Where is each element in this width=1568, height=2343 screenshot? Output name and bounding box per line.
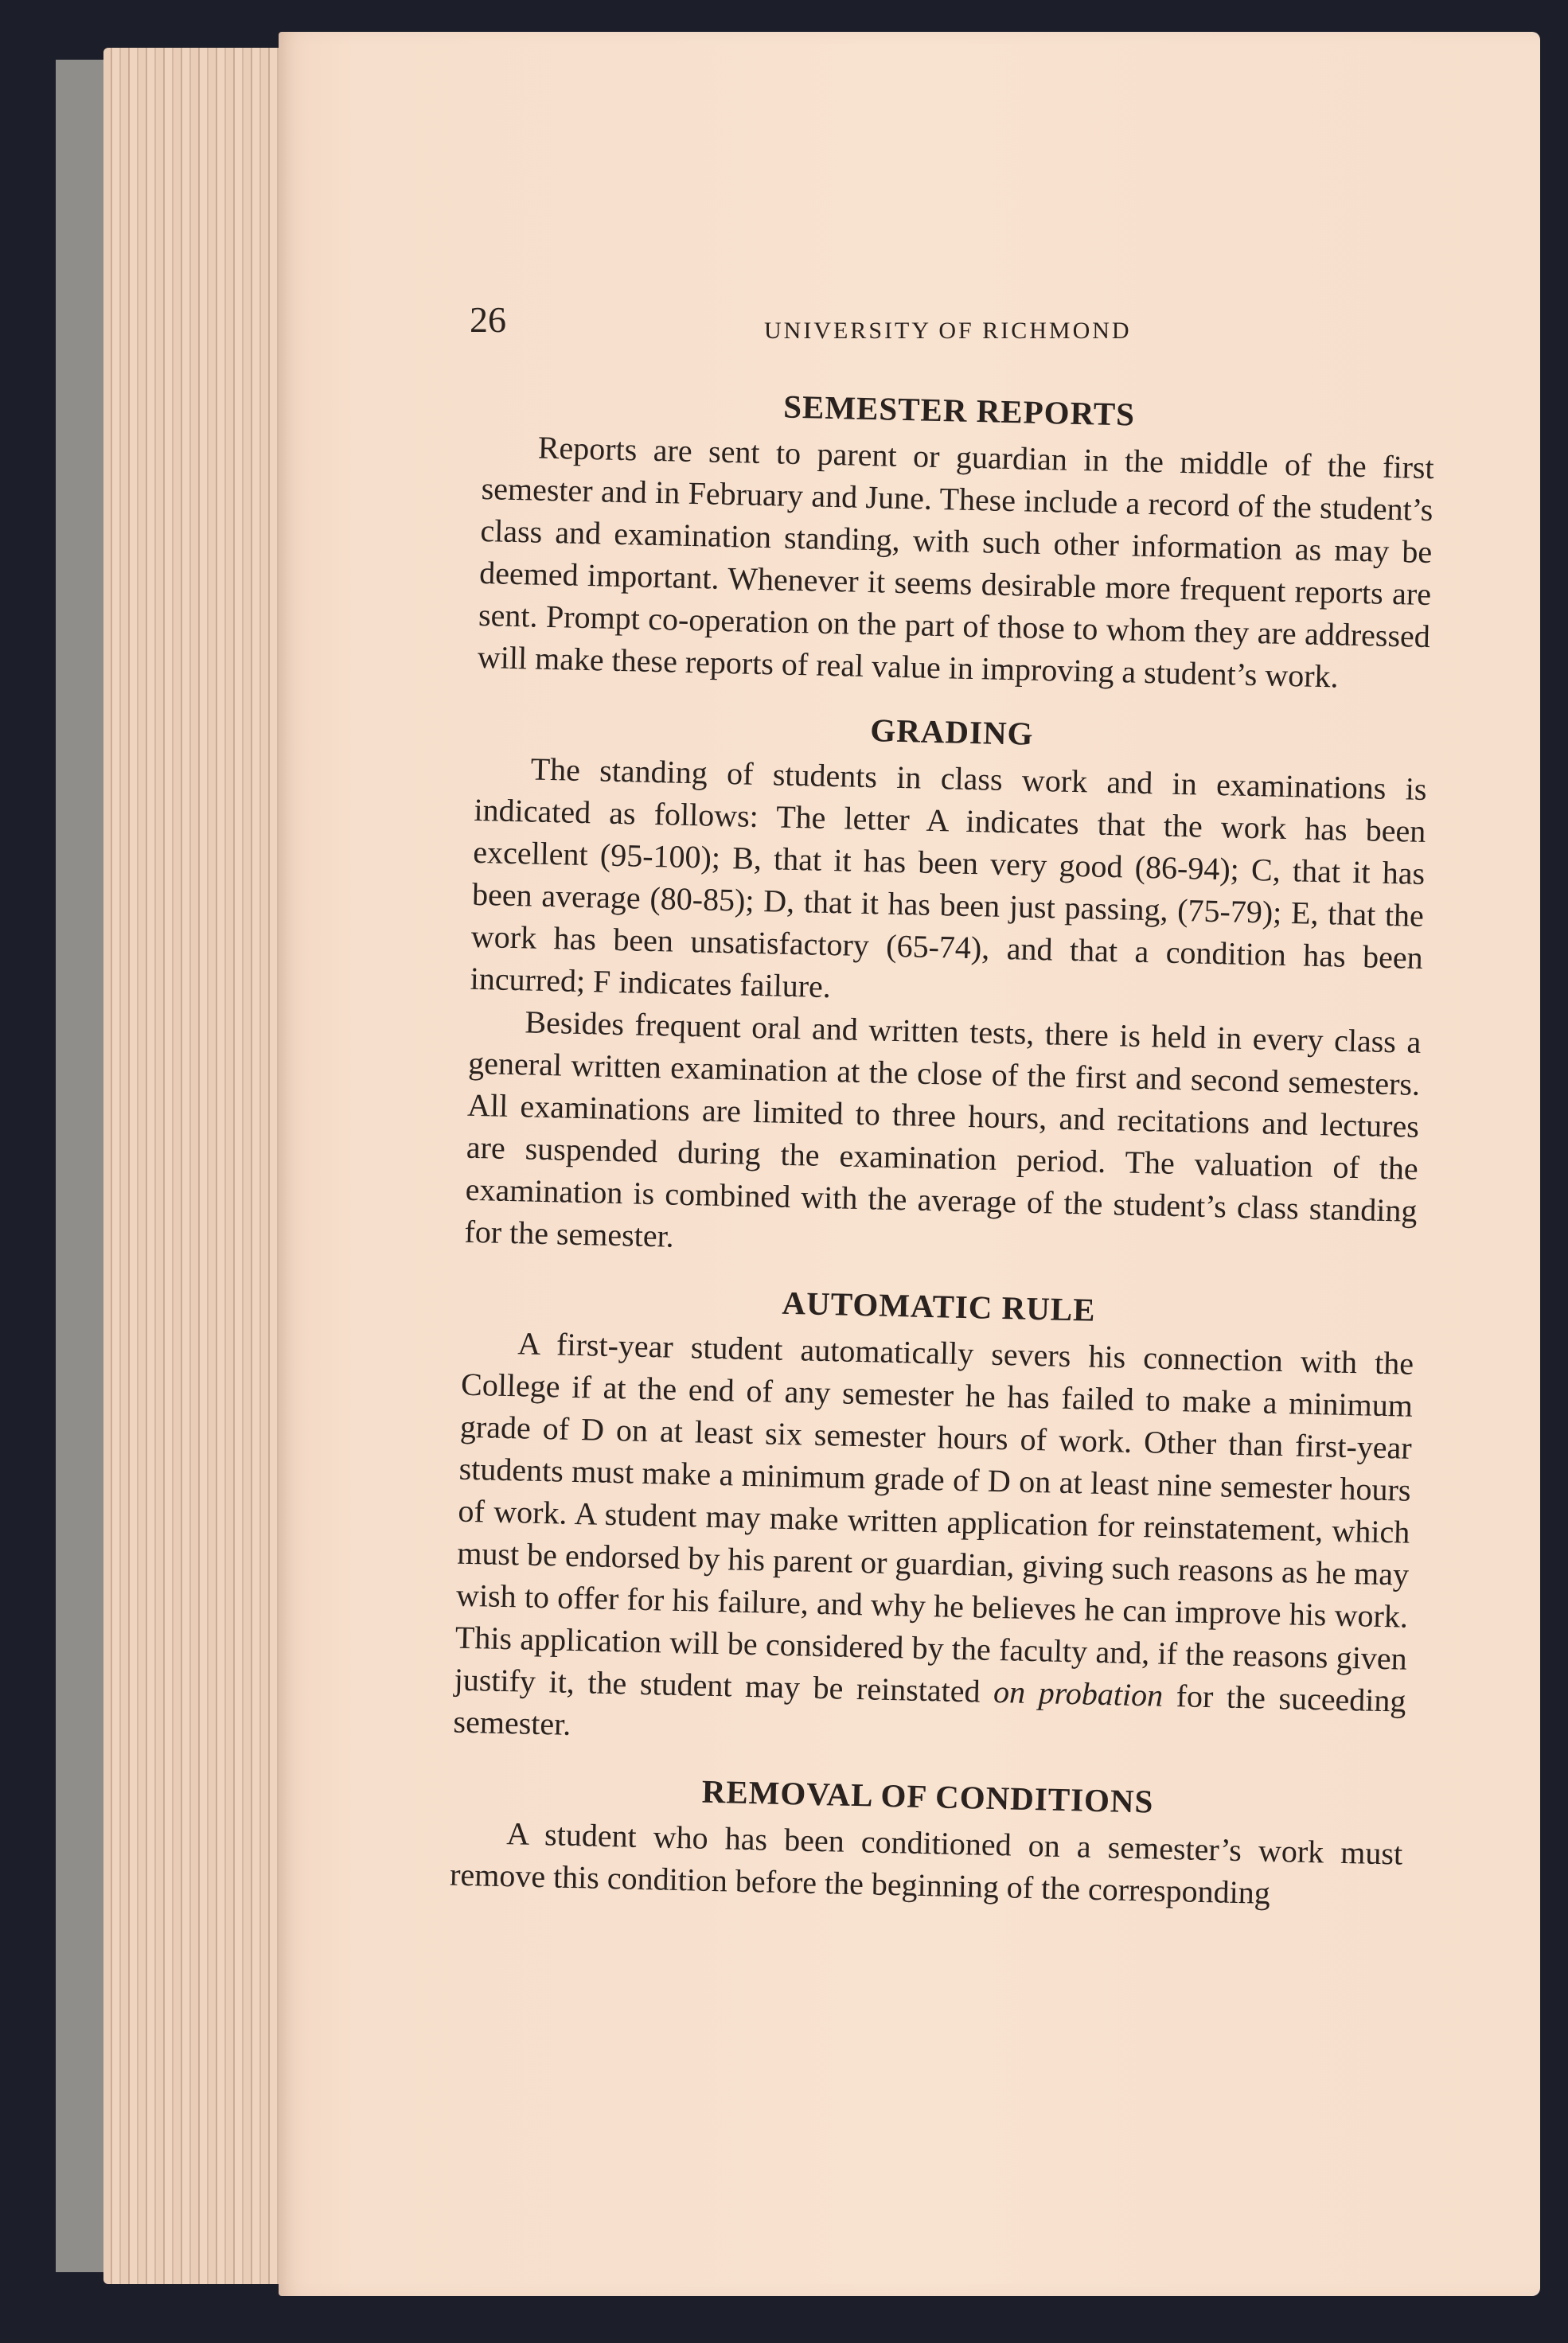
section-heading-grading: GRADING [869, 711, 1035, 752]
section-heading-automatic-rule: AUTOMATIC RULE [782, 1284, 1097, 1328]
paragraph-grading-scale: The standing of students in class work and in examinations is indicated as follows: The letter A indicates that the work has been excellent (95-100); B, that it has been very good (86-94); C, that it has been average (80-85); D, that it has been just passing, (75-79); E, that the work has been unsatisfactory (65-74), and that a condition has been incurred; F indicates failure. [470, 750, 1427, 1005]
section-heading-removal-of-conditions: REMOVAL OF CONDITIONS [701, 1772, 1154, 1820]
section-heading-semester-reports: SEMESTER REPORTS [782, 388, 1136, 433]
page-body [450, 374, 1436, 1917]
paragraph-removal-of-conditions: A student who has been conditioned on a semester’s work must remove this condition before the beginning of the corresponding [449, 1815, 1403, 1911]
page-header [470, 298, 1465, 346]
paragraph-examinations: Besides frequent oral and written tests, there is held in every class a general written examination at the close of the first and second semesters. All examinations are limited to three hours, and recitations and lectures are suspended during the examination period. The valuation of the examination is combined with the average of the student’s class standing for the semester. [464, 1004, 1422, 1254]
page-stack-edges [103, 48, 294, 2284]
paragraph-automatic-rule [453, 1321, 1414, 1764]
automatic-rule-italic: on probation [993, 1673, 1164, 1713]
automatic-rule-text: A first-year student automatically severs his connection with the College if at the end of any semester he has failed to make a minimum grade of D on at least six semester hours of work. Other than first-year students must make a minimum grade of D on at least nine semester hours of work. A student may make written application for reinstatement, which must be endorsed by his parent or guardian, giving such reasons as he may wish to offer for his failure, and why he believes he can improve his work. This application will be considered by the faculty and, if the reasons given justify it, the student may be reinstated [454, 1325, 1414, 1709]
paragraph-semester-reports: Reports are sent to parent or guardian in the middle of the first semester and in February and June. These include a record of the student’s class and examination standing, with such other information as may be deemed important. Whenever it seems desirable more frequent reports are sent. Prompt co-operation on the part of those to whom they are addressed will make these reports of real value in improving a student’s work. [477, 429, 1435, 695]
page-number: 26 [470, 299, 506, 340]
automatic-rule-text-end: for the suceeding semester. [453, 1677, 1406, 1742]
running-title: UNIVERSITY OF RICHMOND [764, 318, 1132, 344]
